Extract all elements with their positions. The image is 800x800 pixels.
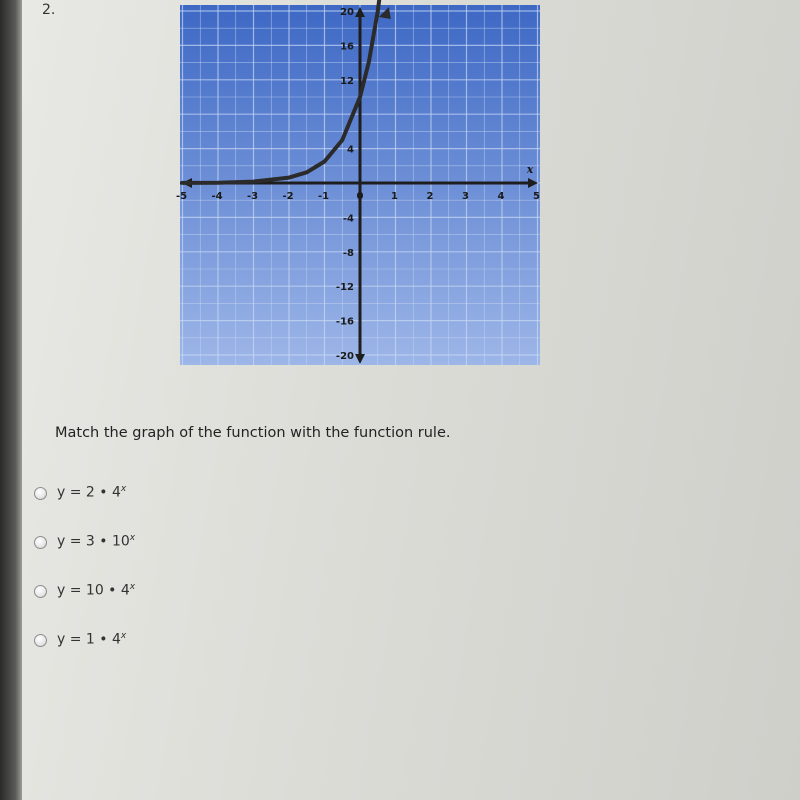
- option-1[interactable]: [34, 484, 135, 533]
- option-4[interactable]: [34, 631, 135, 680]
- graph-svg: [175, 5, 540, 365]
- y-tick-label: 20: [340, 7, 354, 18]
- monitor-bezel: [0, 0, 22, 800]
- option-label: y = 2 • 4$^x$: [57, 484, 127, 501]
- y-tick-label: -20: [335, 351, 354, 362]
- x-axis-label: x: [526, 163, 534, 176]
- option-label: y = 1 • 4$^x$: [57, 631, 127, 648]
- y-tick-label: 4: [347, 144, 354, 156]
- x-tick-label: -2: [282, 191, 294, 202]
- option-label: y = 10 • 4$^x$: [57, 582, 136, 599]
- x-tick-label: -5: [175, 191, 188, 202]
- x-tick-label: -3: [246, 191, 259, 202]
- x-tick-label: -4: [211, 191, 223, 202]
- radio-button[interactable]: [34, 585, 47, 598]
- x-tick-label: 4: [497, 191, 505, 202]
- radio-button[interactable]: [34, 536, 47, 549]
- radio-button[interactable]: [34, 487, 47, 500]
- option-3[interactable]: [34, 582, 135, 631]
- y-tick-label: 12: [340, 75, 354, 87]
- function-graph: [175, 5, 540, 365]
- x-tick-label: 2: [426, 191, 434, 202]
- x-tick-label: -1: [317, 191, 330, 202]
- x-tick-label: 3: [462, 191, 469, 202]
- question-prompt: Match the graph of the function with the function rule.: [55, 425, 451, 441]
- option-label: y = 3 • 10$^x$: [57, 533, 136, 550]
- x-tick-label: 5: [533, 191, 540, 202]
- y-tick-label: -16: [335, 316, 354, 328]
- y-tick-label: 16: [340, 41, 354, 53]
- answer-options: [34, 484, 135, 680]
- x-tick-label: 0: [356, 191, 364, 202]
- radio-button[interactable]: [34, 634, 47, 647]
- y-tick-label: -4: [342, 213, 354, 225]
- question-number: 2.: [42, 2, 56, 18]
- y-tick-label: -8: [342, 247, 354, 259]
- x-tick-label: 1: [391, 191, 398, 202]
- y-tick-label: -12: [335, 282, 354, 294]
- option-2[interactable]: [34, 533, 135, 582]
